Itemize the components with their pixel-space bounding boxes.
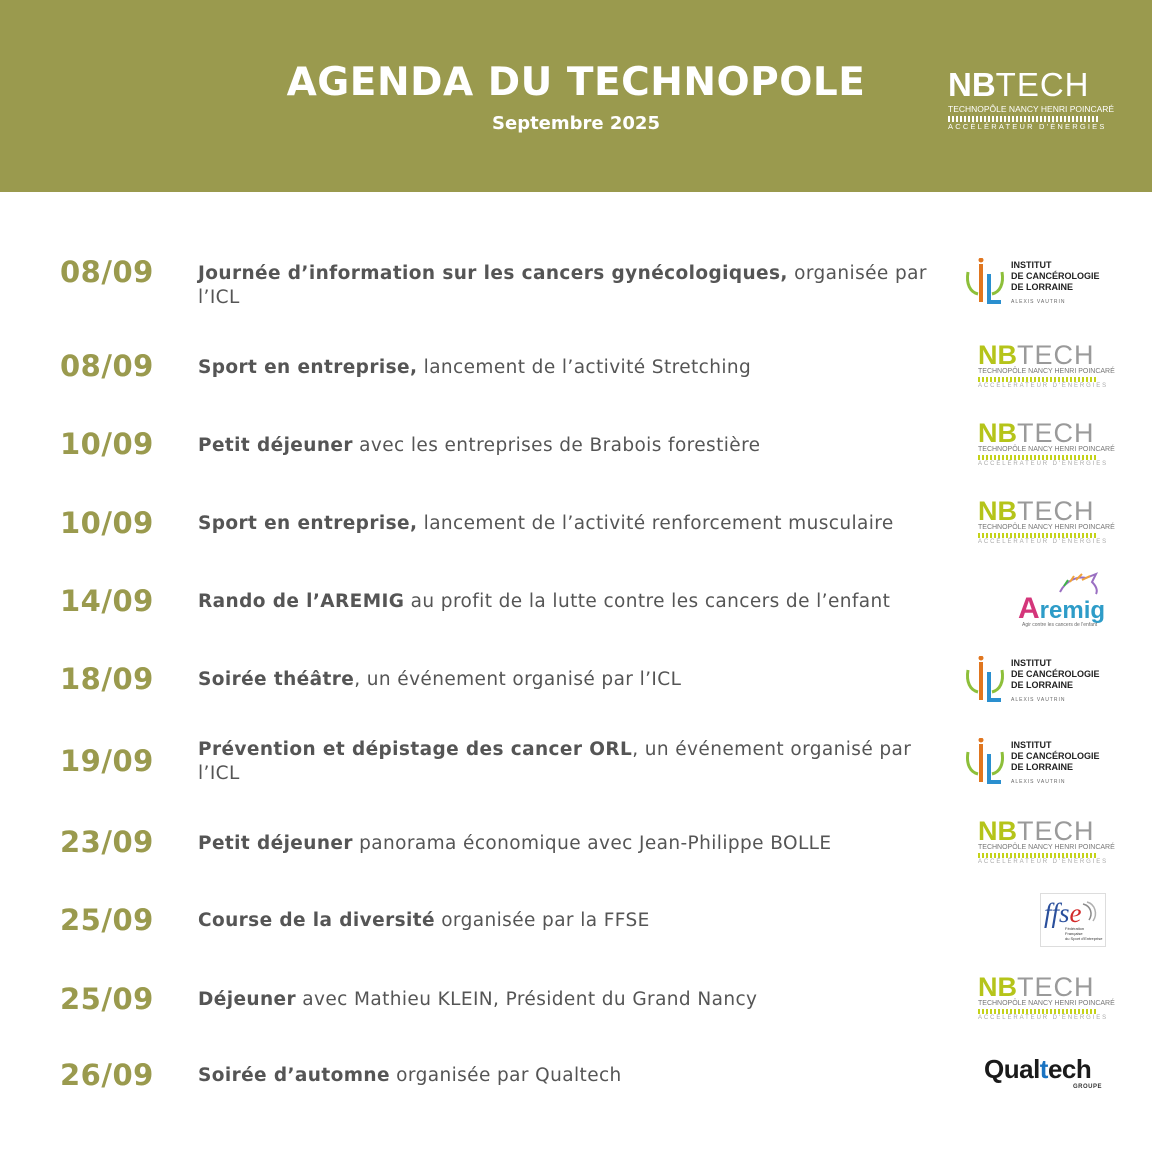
- logo-line2: ACCÉLÉRATEUR D'ÉNERGIES: [978, 539, 1109, 545]
- aremig-word-a: A: [1018, 592, 1040, 625]
- event-date: 25/09: [60, 903, 154, 937]
- aremig-sub: Agir contre les cancers de l'enfant: [1022, 622, 1098, 628]
- event-detail: panorama économique avec Jean-Philippe BOLLE: [352, 833, 832, 854]
- event-date: 26/09: [60, 1058, 154, 1092]
- logo-line1: TECHNOPÔLE NANCY HENRI POINCARÉ: [978, 446, 1115, 453]
- event-title: Petit déjeuner: [198, 833, 353, 854]
- icl-line4: ALEXIS VAUTRIN: [1011, 779, 1066, 785]
- ffse-e: e: [1069, 898, 1082, 928]
- icl-line4: ALEXIS VAUTRIN: [1011, 299, 1066, 305]
- event-description: [198, 434, 928, 458]
- icl-line1: INSTITUT: [1011, 740, 1052, 750]
- logo-line1: TECHNOPÔLE NANCY HENRI POINCARÉ: [978, 524, 1115, 531]
- header-banner: [0, 0, 1152, 192]
- logo-tech: TECH: [1017, 816, 1095, 846]
- ffse-s: s: [1059, 898, 1070, 928]
- logo-line2: ACCÉLÉRATEUR D'ÉNERGIES: [978, 461, 1109, 467]
- nbtech-logo: [978, 340, 1115, 392]
- event-description: [198, 738, 928, 786]
- logo-tech: TECH: [1017, 418, 1095, 448]
- event-detail: avec les entreprises de Brabois forestière: [352, 435, 761, 456]
- event-description: [198, 668, 928, 692]
- page-subtitle: Septembre 2025: [492, 113, 660, 134]
- qualtech-group: GROUPE: [1072, 1084, 1102, 1090]
- event-title: Soirée d’automne: [198, 1065, 390, 1086]
- event-title: Sport en entreprise,: [198, 357, 418, 378]
- event-detail: , un événement organisé par l’ICL: [354, 669, 682, 690]
- qualtech-logo: [984, 1054, 1106, 1094]
- event-description: [198, 512, 928, 536]
- event-description: [198, 262, 928, 310]
- icl-line3: DE LORRAINE: [1011, 680, 1074, 690]
- icl-line4: ALEXIS VAUTRIN: [1011, 697, 1066, 703]
- logo-tech: TECH: [1017, 340, 1095, 370]
- logo-line2: ACCÉLÉRATEUR D'ÉNERGIES: [978, 383, 1109, 389]
- event-title: Rando de l’AREMIG: [198, 591, 405, 612]
- event-description: [198, 1064, 928, 1088]
- event-description: [198, 909, 928, 933]
- icl-mark-icon: [964, 656, 1006, 706]
- nbtech-header-logo: [948, 66, 1115, 131]
- nbtech-logo: [978, 496, 1115, 548]
- logo-line1: TECHNOPÔLE NANCY HENRI POINCARÉ: [978, 1000, 1115, 1007]
- event-date: 25/09: [60, 982, 154, 1016]
- logo-tech: TECH: [1017, 972, 1095, 1002]
- event-description: [198, 590, 928, 614]
- icl-logo: [964, 656, 1104, 706]
- event-detail: lancement de l’activité renforcement musculaire: [417, 513, 894, 534]
- icl-logo: [964, 738, 1104, 788]
- event-description: [198, 988, 928, 1012]
- icl-line3: DE LORRAINE: [1011, 282, 1074, 292]
- event-date: 08/09: [60, 349, 154, 383]
- logo-nb: NB: [978, 816, 1017, 846]
- page-title: AGENDA DU TECHNOPOLE: [286, 60, 866, 105]
- qualtech-word: Qualtech: [984, 1054, 1092, 1084]
- nbtech-logo: [978, 816, 1115, 868]
- event-detail: organisée par la FFSE: [434, 910, 650, 931]
- ffse-sub3: du Sport d'Entreprise: [1065, 936, 1103, 941]
- event-title: Petit déjeuner: [198, 435, 353, 456]
- logo-nb: NB: [978, 972, 1017, 1002]
- logo-line2: ACCÉLÉRATEUR D'ÉNERGIES: [978, 1015, 1109, 1021]
- ffse-sub1: Fédération: [1065, 926, 1085, 931]
- logo-line2: ACCÉLÉRATEUR D'ÉNERGIES: [978, 859, 1109, 865]
- event-date: 23/09: [60, 825, 154, 859]
- logo-nb: NB: [978, 496, 1017, 526]
- icl-logo: [964, 258, 1104, 308]
- event-title: Course de la diversité: [198, 910, 435, 931]
- logo-line2: ACCÉLÉRATEUR D'ÉNERGIES: [948, 122, 1107, 131]
- icl-line2: DE CANCÉROLOGIE: [1011, 669, 1100, 679]
- logo-nb: NB: [978, 418, 1017, 448]
- icl-line1: INSTITUT: [1011, 260, 1052, 270]
- nbtech-logo: [978, 418, 1115, 470]
- event-description: [198, 832, 928, 856]
- logo-nb: NB: [948, 66, 996, 103]
- event-detail: , un événement organisé par l’ICL: [198, 739, 912, 784]
- event-date: 10/09: [60, 506, 154, 540]
- event-description: [198, 356, 928, 380]
- logo-tech: TECH: [1017, 496, 1095, 526]
- logo-line1: TECHNOPÔLE NANCY HENRI POINCARÉ: [978, 368, 1115, 375]
- event-detail: lancement de l’activité Stretching: [417, 357, 752, 378]
- icl-mark-icon: [964, 738, 1006, 788]
- event-detail: au profit de la lutte contre les cancers de l’enfant: [404, 591, 891, 612]
- event-date: 19/09: [60, 744, 154, 778]
- logo-nb: NB: [978, 340, 1017, 370]
- aremig-word-rest: remig: [1039, 597, 1106, 624]
- icl-line2: DE CANCÉROLOGIE: [1011, 751, 1100, 761]
- event-title: Journée d’information sur les cancers gynécologiques,: [198, 263, 788, 284]
- signal-arcs-icon: [1081, 900, 1099, 922]
- event-date: 18/09: [60, 662, 154, 696]
- icl-line3: DE LORRAINE: [1011, 762, 1074, 772]
- event-detail: organisée par Qualtech: [389, 1065, 622, 1086]
- icl-mark-icon: [964, 258, 1006, 308]
- ffse-ff: ff: [1044, 898, 1060, 928]
- event-date: 10/09: [60, 427, 154, 461]
- icl-line1: INSTITUT: [1011, 658, 1052, 668]
- logo-line1: TECHNOPÔLE NANCY HENRI POINCARÉ: [978, 844, 1115, 851]
- event-detail: avec Mathieu KLEIN, Président du Grand Nancy: [296, 989, 758, 1010]
- logo-line1: TECHNOPÔLE NANCY HENRI POINCARÉ: [948, 104, 1115, 114]
- event-title: Prévention et dépistage des cancer ORL: [198, 739, 633, 760]
- event-title: Déjeuner: [198, 989, 297, 1010]
- event-title: Soirée théâtre: [198, 669, 355, 690]
- logo-tech: TECH: [995, 66, 1090, 103]
- icl-line2: DE CANCÉROLOGIE: [1011, 271, 1100, 281]
- event-detail: organisée par l’ICL: [198, 263, 927, 308]
- event-title: Sport en entreprise,: [198, 513, 418, 534]
- ffse-logo: [1040, 893, 1106, 947]
- aremig-logo: [1018, 572, 1106, 634]
- ffse-sub2: Française: [1065, 931, 1083, 936]
- event-date: 08/09: [60, 255, 154, 289]
- event-date: 14/09: [60, 584, 154, 618]
- nbtech-logo: [978, 972, 1115, 1024]
